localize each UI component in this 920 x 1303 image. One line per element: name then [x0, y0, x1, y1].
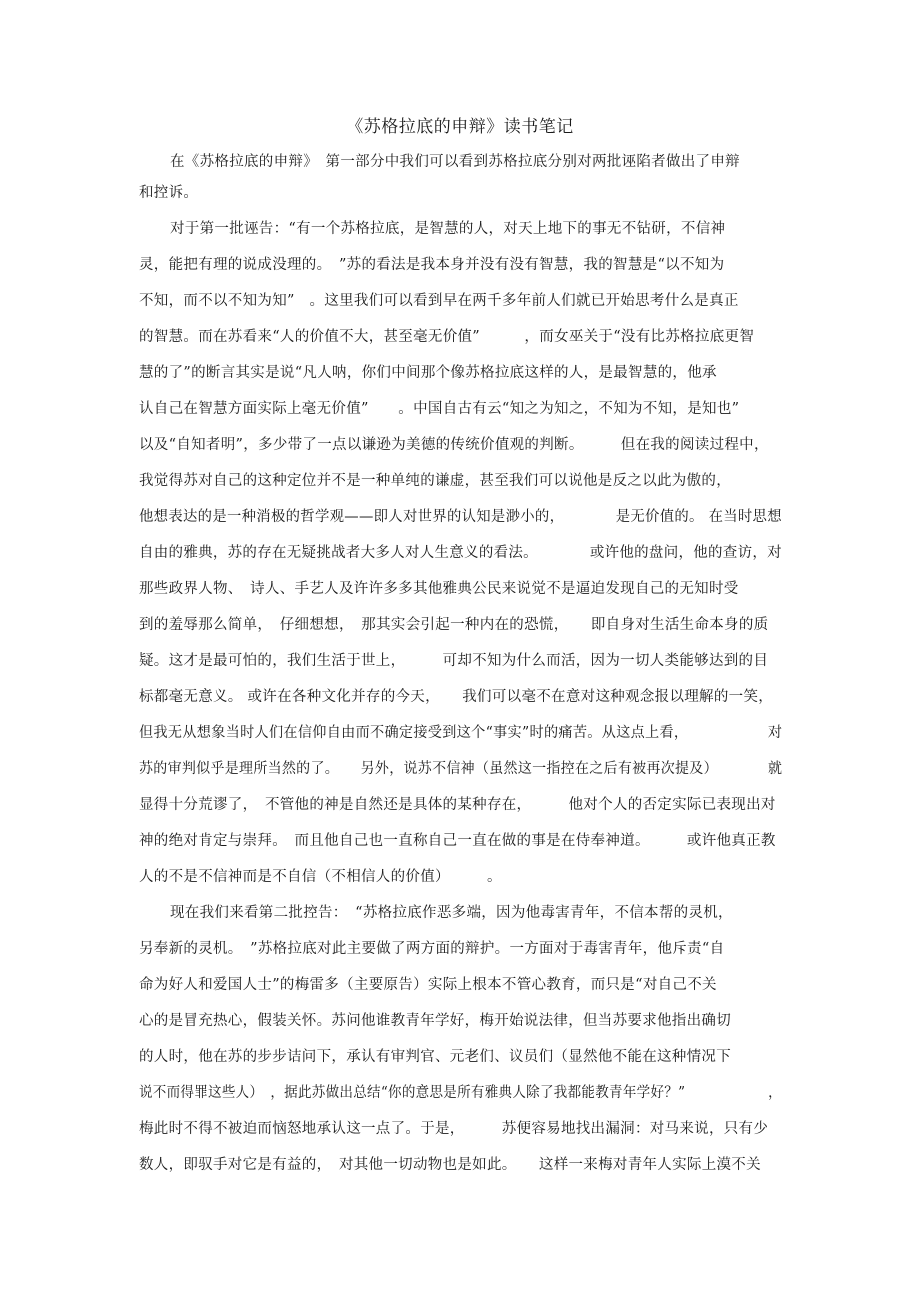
text-line: 另奉新的灵机。 ”苏格拉底对此主要做了两方面的辩护。一方面对于毒害青年，他斥责“自 — [139, 941, 725, 957]
text-line: 人的不是不信神而是不自信（不相信人的价值） 。 — [139, 869, 502, 885]
text-line: 苏的审判似乎是理所当然的了。 另外，说苏不信神（虽然这一指控在之后有被再次提及） 就 — [139, 761, 783, 777]
text-line: 神的绝对肯定与崇拜。 而且他自己也一直称自己一直在做的事是在侍奉神道。 或许他真正教 — [139, 833, 776, 849]
text-line: 灵，能把有理的说成没理的。 ”苏的看法是我本身并没有没有智慧，我的智慧是“以不知为 — [139, 257, 725, 273]
text-line: 显得十分荒谬了， 不管他的神是自然还是具体的某种存在， 他对个人的否定实际已表现出对 — [139, 797, 776, 813]
text-line: 和控诉。 — [139, 185, 199, 201]
text-line: 认自己在智慧方面实际上毫无价值” 。中国自古有云“知之为知之，不知为不知，是知也” — [139, 401, 740, 417]
text-line: 标都毫无意义。 或许在各种文化并存的今天， 我们可以毫不在意对这种观念报以理解的一笑， — [139, 689, 774, 705]
text-line: 在《苏格拉底的申辩》 第一部分中我们可以看到苏格拉底分别对两批诬陷者做出了申辩 — [170, 154, 740, 170]
text-line: 心的是冒充热心，假装关怀。苏问他谁教青年学好，梅开始说法律，但当苏要求他指出确切 — [139, 1013, 731, 1029]
text-line: 我觉得苏对自己的这种定位并不是一种单纯的谦虚，甚至我们可以说他是反之以此为傲的， — [139, 473, 731, 489]
text-line: 慧的了”的断言其实是说“凡人呐，你们中间那个像苏格拉底这样的人，是最智慧的，他承 — [139, 365, 717, 381]
text-line: 他想表达的是一种消极的哲学观——即人对世界的认知是渺小的， 是无价值的。 在当时思想 — [139, 509, 782, 525]
document-title: 《苏格拉底的申辩》读书笔记 — [346, 117, 574, 137]
text-line: 梅此时不得不被迫而恼怒地承认这一点了。于是， 苏便容易地找出漏洞：对马来说，只有少 — [139, 1121, 769, 1137]
text-line: 的智慧。而在苏看来“人的价值不大，甚至毫无价值” ，而女巫关于“没有比苏格拉底更智 — [139, 329, 755, 345]
text-line: 命为好人和爱国人士”的梅雷多（主要原告）实际上根本不管心教育，而只是“对自己不关 — [139, 977, 717, 993]
text-line: 那些政界人物、 诗人、手艺人及许许多多其他雅典公民来说觉不是逼迫发现自己的无知时受 — [139, 581, 739, 597]
text-line: 自由的雅典，苏的存在无疑挑战者大多人对人生意义的看法。 或许他的盘问，他的查访，对 — [139, 545, 782, 561]
text-line: 对于第一批诬告：“有一个苏格拉底，是智慧的人，对天上地下的事无不钻研，不信神 — [170, 221, 726, 237]
text-line: 到的羞辱那么简单， 仔细想想， 那其实会引起一种内在的恐慌， 即自身对生活生命本身的质 — [139, 617, 769, 633]
text-line: 数人，即驭手对它是有益的， 对其他一切动物也是如此。 这样一来梅对青年人实际上漠不关 — [139, 1157, 761, 1173]
text-line: 的人时，他在苏的步步诘问下，承认有审判官、元老们、议员们（显然他不能在这种情况下 — [139, 1049, 731, 1065]
text-line: 不知，而不以不知为知” 。这里我们可以看到早在两千多年前人们就已开始思考什么是真正 — [139, 293, 739, 309]
text-line: 疑。这才是最可怕的，我们生活于世上， 可却不知为什么而活，因为一切人类能够达到的目 — [139, 653, 769, 669]
text-line: 但我无从想象当时人们在信仰自由而不确定接受到这个“事实”时的痛苦。从这点上看， 对 — [139, 725, 783, 741]
text-line: 以及“自知者明”，多少带了一点以谦逊为美德的传统价值观的判断。 但在我的阅读过程中， — [139, 437, 769, 453]
text-line: 现在我们来看第二批控告： “苏格拉底作恶多端，因为他毒害青年，不信本帮的灵机， — [170, 905, 733, 921]
text-line: 说不而得罪这些人） ，据此苏做出总结“你的意思是所有雅典人除了我都能教青年学好？” ， — [139, 1085, 782, 1101]
